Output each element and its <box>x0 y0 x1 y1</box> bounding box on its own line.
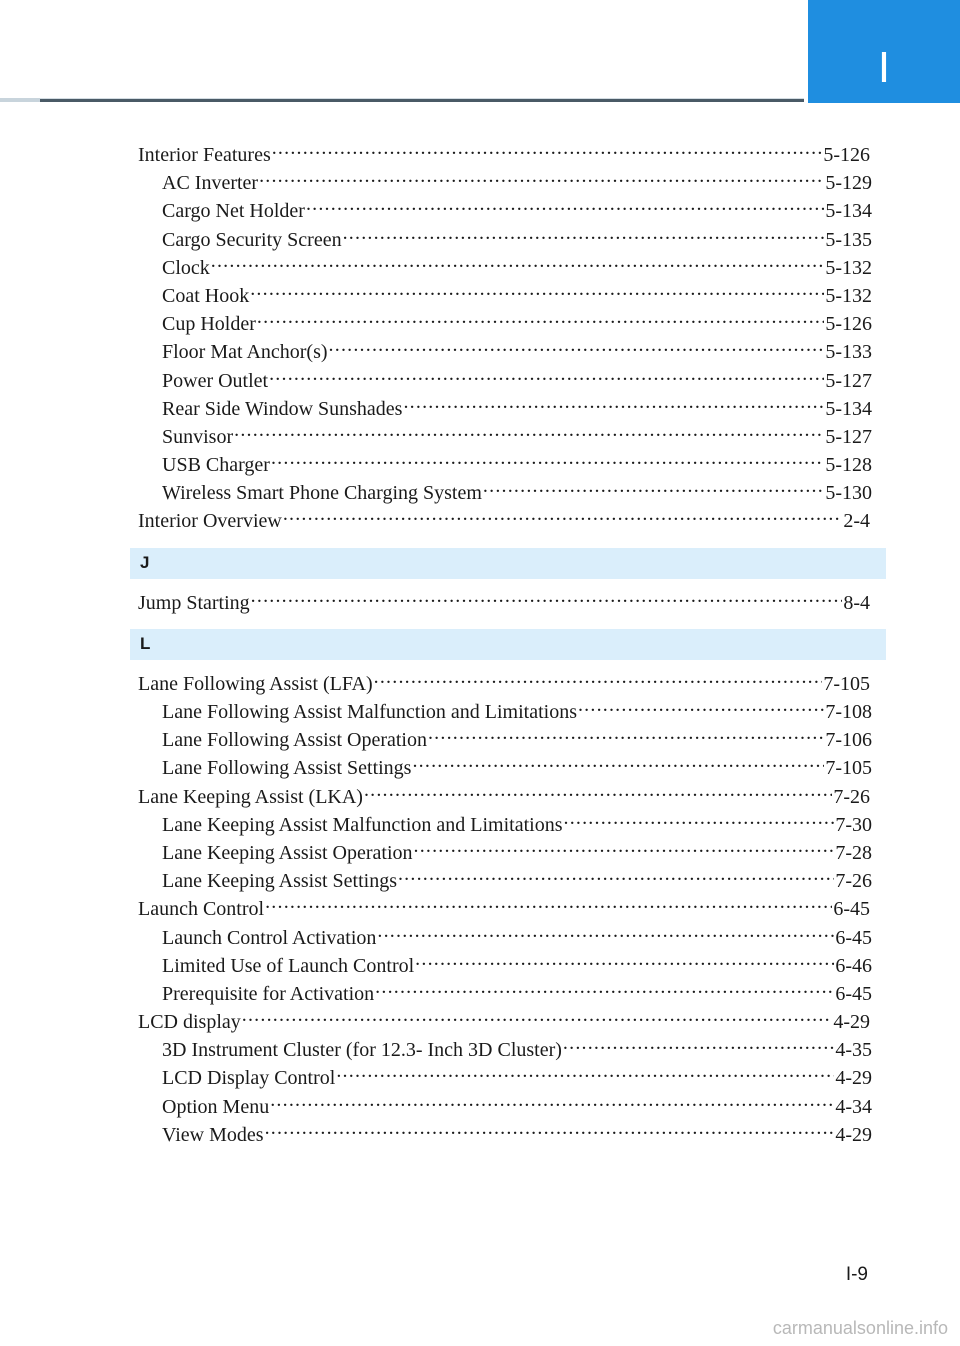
dot-leader <box>415 952 834 972</box>
index-group-j <box>130 589 886 617</box>
index-entry[interactable] <box>130 726 886 754</box>
index-entry-page: 2-4 <box>843 510 870 533</box>
index-entry-page: 5-129 <box>825 172 872 195</box>
index-entry-label: Rear Side Window Sunshades <box>162 397 403 420</box>
index-entry-page: 7-28 <box>835 841 872 864</box>
index-entry-label: Jump Starting <box>138 591 250 614</box>
dot-leader <box>211 254 825 274</box>
index-group-i <box>130 141 886 536</box>
dot-leader <box>272 141 823 161</box>
dot-leader <box>269 367 824 387</box>
dot-leader <box>242 1008 833 1028</box>
index-entry-label: AC Inverter <box>162 172 259 195</box>
dot-leader <box>403 395 824 415</box>
index-entry-page: 5-126 <box>823 144 870 166</box>
index-entry-page: 7-106 <box>825 729 872 752</box>
index-entry-label: Limited Use of Launch Control <box>162 954 415 977</box>
header-rule <box>0 98 804 102</box>
index-entry-page: 7-108 <box>825 701 872 723</box>
dot-leader <box>234 423 824 443</box>
index-entry-label: View Modes <box>162 1123 264 1146</box>
dot-leader <box>374 670 823 690</box>
watermark: carmanualsonline.info <box>772 1318 948 1338</box>
index-entry-label: Cargo Security Screen <box>162 228 342 251</box>
index-entry-label: Prerequisite for Activation <box>162 982 375 1005</box>
index-entry[interactable] <box>130 226 886 254</box>
index-entry[interactable] <box>130 924 886 952</box>
index-entry[interactable] <box>130 895 886 923</box>
index-entry-page: 5-127 <box>825 425 872 448</box>
index-entry-label: Cargo Net Holder <box>162 200 305 223</box>
dot-leader <box>563 1036 834 1056</box>
index-entry-page: 4-35 <box>835 1039 872 1062</box>
dot-leader <box>329 338 825 358</box>
index-entry[interactable] <box>130 952 886 980</box>
index-entry[interactable] <box>130 698 886 726</box>
dot-leader <box>343 226 825 246</box>
index-entry[interactable] <box>130 811 886 839</box>
index-entry[interactable] <box>130 1093 886 1121</box>
index-entry-label: Lane Following Assist Malfunction and Limitations <box>162 701 577 723</box>
dot-leader <box>428 726 824 746</box>
index-entry-label: Interior Features <box>138 144 271 166</box>
index-entry-label: Clock <box>162 256 210 279</box>
dot-leader <box>259 169 824 189</box>
index-entry-page: 7-26 <box>835 870 872 893</box>
dot-leader <box>578 698 824 718</box>
index-content <box>130 141 886 1149</box>
index-entry-page: 6-46 <box>835 954 872 977</box>
index-entry-label: Lane Keeping Assist (LKA) <box>138 785 363 808</box>
index-entry[interactable] <box>130 479 886 507</box>
index-entry[interactable] <box>130 367 886 395</box>
index-entry-page: 4-29 <box>833 1011 870 1034</box>
index-entry[interactable] <box>130 282 886 310</box>
index-entry-label: 3D Instrument Cluster (for 12.3- Inch 3D Cluster) <box>162 1039 562 1062</box>
dot-leader <box>564 811 835 831</box>
index-entry[interactable] <box>130 839 886 867</box>
index-entry-page: 5-126 <box>825 313 872 336</box>
index-entry-label: Power Outlet <box>162 369 269 392</box>
index-entry-page: 5-132 <box>825 284 872 307</box>
index-entry-page: 5-134 <box>825 200 872 223</box>
letter-bar-l <box>130 629 886 660</box>
index-entry-page: 6-45 <box>835 982 872 1005</box>
dot-leader <box>265 895 832 915</box>
index-entry[interactable] <box>130 1064 886 1092</box>
index-entry-label: Floor Mat Anchor(s) <box>162 341 328 364</box>
dot-leader <box>250 282 824 302</box>
dot-leader <box>336 1064 834 1084</box>
index-entry[interactable] <box>130 310 886 338</box>
dot-leader <box>398 867 834 887</box>
index-entry-page: 5-127 <box>825 369 872 392</box>
index-entry[interactable] <box>130 423 886 451</box>
dot-leader <box>306 197 824 217</box>
index-entry-label: Interior Overview <box>138 510 282 533</box>
index-entry-page: 5-135 <box>825 228 872 251</box>
dot-leader <box>271 451 824 471</box>
index-entry-label: Lane Following Assist (LFA) <box>138 672 373 695</box>
index-entry-page: 5-128 <box>825 454 872 477</box>
letter-bar-j <box>130 548 886 579</box>
dot-leader <box>414 839 835 859</box>
index-entry[interactable] <box>130 1121 886 1149</box>
index-entry[interactable] <box>130 1008 886 1036</box>
index-entry-label: Lane Following Assist Operation <box>162 729 427 752</box>
index-entry-page: 7-105 <box>823 672 870 695</box>
index-entry-label: Lane Following Assist Settings <box>162 757 412 780</box>
index-entry-page: 7-26 <box>833 785 870 808</box>
index-entry-label: Coat Hook <box>162 284 250 307</box>
dot-leader <box>375 980 834 1000</box>
index-entry[interactable] <box>130 451 886 479</box>
index-entry-label: USB Charger <box>162 454 270 477</box>
index-entry[interactable] <box>130 338 886 366</box>
index-entry-page: 5-130 <box>825 482 872 505</box>
index-entry[interactable] <box>130 254 886 282</box>
index-entry[interactable] <box>130 395 886 423</box>
index-entry-label: Wireless Smart Phone Charging System <box>162 482 482 505</box>
index-entry-label: Lane Keeping Assist Malfunction and Limitations <box>162 813 563 836</box>
index-entry-label: Launch Control <box>138 898 265 921</box>
index-entry-page: 5-132 <box>825 256 872 279</box>
index-entry-label: Lane Keeping Assist Settings <box>162 870 397 893</box>
index-entry-label: Lane Keeping Assist Operation <box>162 841 413 864</box>
section-tab-letter: I <box>877 43 891 92</box>
section-tab <box>808 0 960 103</box>
index-entry[interactable] <box>130 867 886 895</box>
dot-leader <box>364 783 832 803</box>
index-entry-page: 4-34 <box>835 1095 872 1118</box>
dot-leader <box>270 1093 834 1113</box>
index-entry-label: Option Menu <box>162 1095 270 1118</box>
index-entry-label: Sunvisor <box>162 425 234 448</box>
index-entry[interactable] <box>130 670 886 698</box>
index-entry-page: 5-134 <box>825 397 872 420</box>
index-entry[interactable] <box>130 169 886 197</box>
dot-leader <box>283 507 843 527</box>
index-entry-page: 8-4 <box>843 591 870 614</box>
index-entry-label: Launch Control Activation <box>162 926 377 949</box>
index-entry[interactable] <box>130 754 886 782</box>
index-entry[interactable] <box>130 507 886 535</box>
index-entry-page: 7-30 <box>835 813 872 836</box>
dot-leader <box>251 589 843 609</box>
index-entry-page: 5-133 <box>825 341 872 364</box>
letter-heading-l: L <box>140 633 151 653</box>
dot-leader <box>265 1121 835 1141</box>
index-entry-page: 4-29 <box>835 1123 872 1146</box>
index-entry-label: LCD display <box>138 1011 241 1034</box>
index-entry[interactable] <box>130 980 886 1008</box>
dot-leader <box>483 479 824 499</box>
index-entry[interactable] <box>130 197 886 225</box>
index-entry-label: LCD Display Control <box>162 1067 336 1090</box>
index-entry-page: 6-45 <box>833 898 870 921</box>
dot-leader <box>412 754 824 774</box>
dot-leader <box>257 310 824 330</box>
index-entry[interactable] <box>130 1036 886 1064</box>
index-entry[interactable] <box>130 589 886 617</box>
index-entry[interactable] <box>130 141 886 169</box>
index-entry-page: 6-45 <box>835 926 872 949</box>
dot-leader <box>377 924 834 944</box>
index-entry-page: 7-105 <box>825 757 872 780</box>
page-number: I-9 <box>845 1264 868 1285</box>
letter-heading-j: J <box>140 552 150 572</box>
index-entry-label: Cup Holder <box>162 313 256 336</box>
index-group-l <box>130 670 886 1149</box>
index-entry-page: 4-29 <box>835 1067 872 1090</box>
index-entry[interactable] <box>130 783 886 811</box>
